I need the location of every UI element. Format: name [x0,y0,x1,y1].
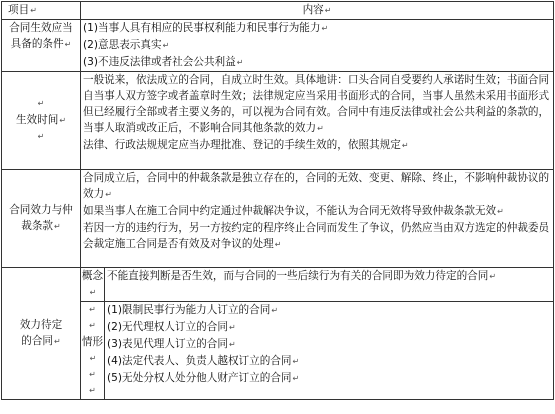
row-label-line: 裁条款 [21,220,54,232]
paragraph: 如果当事人在施工合同中约定通过仲裁解决争议，不能认为合同无效将导致仲裁条款无效 [83,205,497,217]
paragraph: 法律、行政法规规定应当办理批准、登记的手续生效的，依照其规定 [83,139,401,151]
return-mark: ↵ [54,337,61,346]
return-mark: ↵ [236,58,244,67]
sub-label-concept [81,268,105,302]
return-mark: ↵ [89,370,96,379]
return-mark: ↵ [162,41,170,50]
contract-validity-table [1,1,554,400]
sub-label-text: 情形 [81,336,104,348]
return-mark: ↵ [89,386,96,395]
return-mark: ↵ [105,190,112,199]
return-mark: ↵ [401,141,409,150]
table-row [2,72,554,170]
row-label-arbitration [2,170,81,268]
return-mark: ↵ [37,99,45,108]
row-content-arbitration [81,170,554,268]
header-content-label: 内容 [302,4,324,16]
table-row [2,302,554,400]
return-mark: ↵ [292,374,300,383]
concept-text: 不能直接判断是否生效，而与合同的一些后续行为有关的合同即为效力待定的合同 [107,270,489,282]
return-mark: ↵ [89,288,97,297]
row-label-line: 效力待定 [19,319,63,331]
header-content-cell [81,2,554,20]
return-mark: ↵ [321,24,329,33]
return-mark: ↵ [54,222,61,231]
return-mark: ↵ [89,305,96,314]
sub-label-text: 概念 [81,270,104,282]
row-label-conditions [2,20,81,72]
header-item-label: 项目 [8,4,30,16]
row-label-line: 的合同 [21,335,54,347]
list-item: (5)无处分权人处分他人财产订立的合同 [107,372,292,384]
row-label-line: 合同生效应当 [9,22,73,34]
table-row [2,268,554,302]
list-item: (2)无代理权人订立的合同 [107,321,228,333]
row-label-text: 生效时间 [15,114,59,126]
return-mark: ↵ [317,124,324,133]
paragraph: 若因一方的违约行为，另一方按约定的程序终止合同而发生了争议，仍然应当由双方选定的仲裁委员会裁定施工合同是否有效及对争议的处理 [83,222,550,250]
return-mark: ↵ [489,272,497,281]
row-label-line: 具备的条件 [10,38,64,50]
row-content-effective-time [81,72,554,170]
sub-label-situations [81,302,105,400]
row-label-pending [2,268,81,400]
table-row [2,20,554,72]
return-mark: ↵ [271,306,279,315]
list-item: (1)限制民事行为能力人订立的合同 [107,304,271,316]
paragraph: 一般说来，依法成立的合同，自成立时生效。具体地讲：口头合同自受要约人承诺时生效；书面合同自当事人双方签字或者盖章时生效；法律规定应当采用书面形式的合同，当事人虽然未采用书面形式但已经履行全部或者主要义务的，可以视为合同有效。合同中有违反法律或社会公共利益的条款的，当事人取消或改正后，不影响合同其他条款的效力 [83,74,550,134]
return-mark: ↵ [324,6,332,15]
return-mark: ↵ [89,354,97,363]
row-label-effective-time [2,72,81,170]
list-item: (4)法定代表人、负责人越权订立的合同 [107,355,292,367]
return-mark: ↵ [274,240,282,249]
table-row [2,170,554,268]
return-mark: ↵ [497,207,504,216]
table-header-row [2,2,554,20]
list-item: (2)意思表示真实 [83,39,162,51]
row-label-line: 合同效力与仲 [9,204,73,216]
list-item: (1)当事人具有相应的民事权利能力和民事行为能力 [83,22,321,34]
row-content-concept [105,268,554,302]
return-mark: ↵ [292,357,300,366]
list-item: (3)不违反法律或者社会公共利益 [83,56,236,68]
return-mark: ↵ [64,40,72,49]
return-mark: ↵ [89,321,96,330]
paragraph: 合同成立后，合同中的仲裁条款是独立存在的，合同的无效、变更、解除、终止，不影响仲裁协议的效力 [83,172,550,200]
return-mark: ↵ [228,323,236,332]
list-item: (3)表见代理人订立的合同 [107,338,228,350]
return-mark: ↵ [59,116,67,125]
return-mark: ↵ [228,340,236,349]
header-item-cell [2,2,81,20]
row-content-situations [105,302,554,400]
return-mark: ↵ [30,6,37,15]
row-content-conditions [81,20,554,72]
return-mark: ↵ [37,132,45,141]
